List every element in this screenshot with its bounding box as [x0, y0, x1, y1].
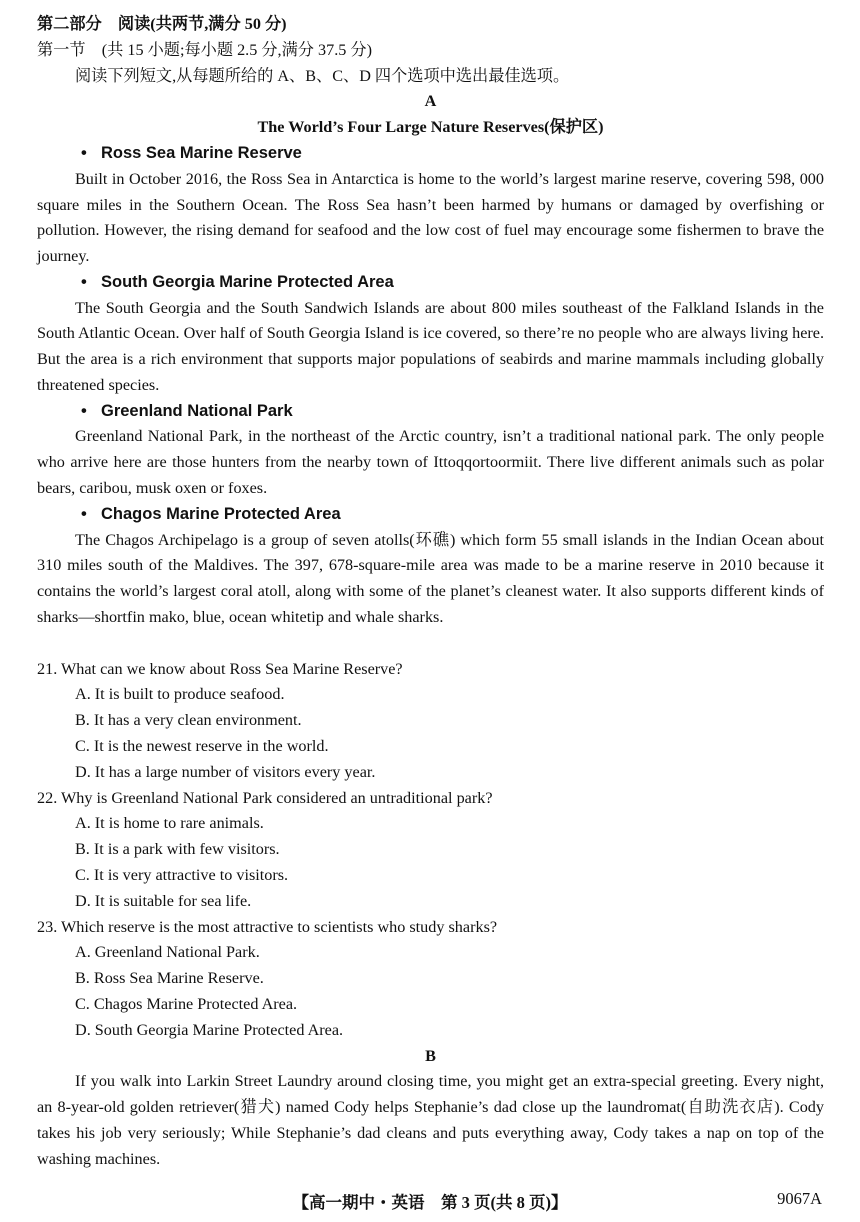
answer-option: A. Greenland National Park.	[75, 943, 260, 962]
footer-page-info: 【高一期中・英语 第 3 页(共 8 页)】	[292, 1193, 568, 1212]
section-title: 第一节 (共 15 小题;每小题 2.5 分,满分 37.5 分)	[37, 40, 372, 59]
answer-option: D. It has a large number of visitors every year.	[75, 762, 376, 781]
footer-exam-code: 9067A	[777, 1189, 822, 1208]
question-stem: 23. Which reserve is the most attractive to scientists who study sharks?	[37, 917, 498, 936]
answer-option: A. It is home to rare animals.	[75, 814, 264, 833]
passage-a-label: A	[424, 92, 437, 111]
passage-b-paragraph: If you walk into Larkin Street Laundry around closing time, you might get an extra-special greeting. Every night, an 8-year-old golden retriever(猎犬) named Cody helps Stephanie’s dad close up the laundromat(自助洗衣店). Cody takes his job very seriously; While Stephanie’s dad cleans and puts everything away, Cody takes a nap on top of the washing machines.	[37, 1072, 824, 1168]
question-stem: 21. What can we know about Ross Sea Marine Reserve?	[37, 659, 403, 678]
bullet-icon: •	[81, 504, 87, 523]
answer-option: A. It is built to produce seafood.	[75, 685, 285, 704]
reserve-paragraph: The South Georgia and the South Sandwich Islands are about 800 miles southeast of the Falkland Islands in the South Atlantic Ocean. Over half of South Georgia Island is ice covered, so there’re no people who are always living here. But the area is a rich environment that supports major populations of seabirds and marine mammals including globally threatened species.	[37, 298, 824, 394]
answer-option: D. It is suitable for sea life.	[75, 891, 252, 910]
reserve-heading: • Ross Sea Marine Reserve	[37, 141, 824, 167]
bullet-icon: •	[81, 401, 87, 420]
reserve-paragraph: The Chagos Archipelago is a group of seven atolls(环礁) which form 55 small islands in the Indian Ocean about 310 miles south of the Maldives. The 397, 678-square-mile area was made to be a marine reserve in 2010 because it contains the world’s largest coral atoll, along with some of the planet’s cleanest water. It also supports different kinds of sharks—shortfin mako, blue, ocean whitetip and whale sharks.	[37, 530, 824, 626]
page-footer	[0, 1189, 860, 1215]
reserve-heading: • Chagos Marine Protected Area	[37, 502, 824, 528]
reserve-paragraph: Built in October 2016, the Ross Sea in Antarctica is home to the world’s largest marine reserve, covering 598, 000 square miles in the Southern Ocean. The Ross Sea hasn’t been harmed by humans or damaged by overfishing or pollution. However, the rising demand for seafood and the low cost of fuel may encourage some fishermen to brave the journey.	[37, 169, 824, 266]
bullet-icon: •	[81, 143, 87, 162]
answer-option: D. South Georgia Marine Protected Area.	[75, 1020, 344, 1039]
answer-option: B. It has a very clean environment.	[75, 711, 302, 730]
part-title: 第二部分 阅读(共两节,满分 50 分)	[37, 15, 287, 33]
instruction: 阅读下列短文,从每题所给的 A、B、C、D 四个选项中选出最佳选项。	[75, 66, 570, 85]
passage-a-title: The World’s Four Large Nature Reserves(保护区)	[257, 118, 604, 137]
answer-option: C. Chagos Marine Protected Area.	[75, 994, 298, 1013]
answer-option: C. It is the newest reserve in the world.	[75, 736, 329, 755]
question-stem: 22. Why is Greenland National Park considered an untraditional park?	[37, 788, 493, 807]
answer-option: C. It is very attractive to visitors.	[75, 865, 289, 884]
reserve-heading: • Greenland National Park	[37, 399, 824, 425]
reserve-heading: • South Georgia Marine Protected Area	[37, 270, 824, 296]
answer-option: B. Ross Sea Marine Reserve.	[75, 969, 264, 988]
answer-option: B. It is a park with few visitors.	[75, 840, 280, 859]
exam-page	[37, 12, 824, 1172]
bullet-icon: •	[81, 272, 87, 291]
reserve-paragraph: Greenland National Park, in the northeast of the Arctic country, isn’t a traditional national park. The only people who arrive here are those hunters from the nearby town of Ittoqqortoormiit. There live different animals such as polar bears, caribou, musk oxen or foxes.	[37, 427, 824, 497]
passage-b-label: B	[425, 1046, 436, 1065]
